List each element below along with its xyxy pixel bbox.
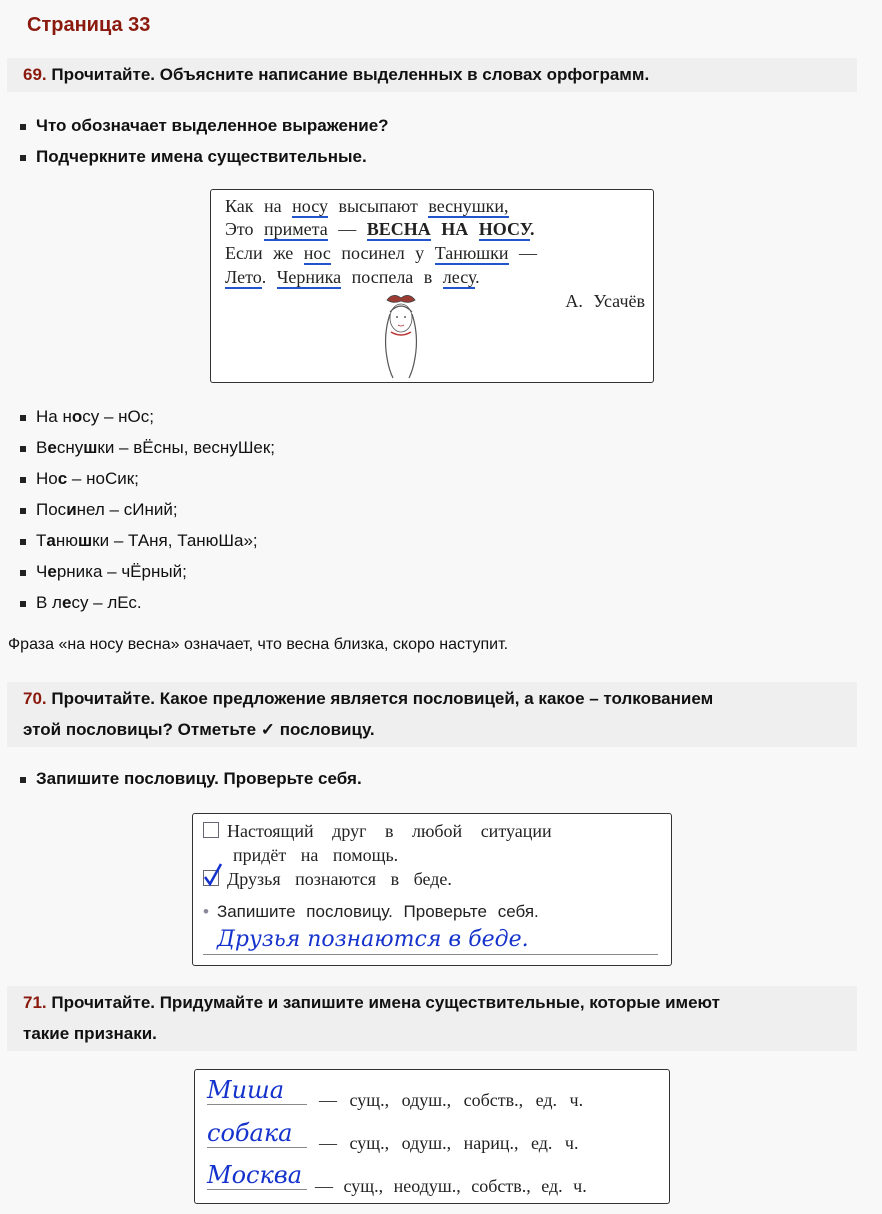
proverb-textbook-image: [192, 813, 672, 966]
question-item: Подчеркните имена существительные.: [18, 141, 389, 172]
poem-line: Это примета — ВЕСНА НА НОСУ.: [225, 219, 535, 239]
nouns-textbook-image: [194, 1069, 670, 1204]
task-text: Прочитайте. Какое предложение является пословицей, а какое – толкованием: [51, 689, 714, 708]
task-71-header: [7, 986, 857, 1051]
task-text: такие признаки.: [23, 1024, 157, 1043]
task-70-header: [7, 682, 857, 747]
girl-with-bow-illustration: [371, 290, 431, 380]
noun-features: — сущ., одуш., собств., ед. ч.: [319, 1090, 584, 1110]
writing-line: [203, 954, 658, 955]
poem-line: Лето. Черника поспела в лесу.: [225, 267, 480, 287]
poem-author: А. Усачёв: [565, 291, 645, 311]
handwritten-word: Миша: [207, 1076, 307, 1105]
answer-item: Нос – ноСик;: [18, 463, 275, 494]
task-text: Прочитайте. Придумайте и запишите имена существительные, которые имеют: [51, 993, 720, 1012]
question-item: Что обозначает выделенное выражение?: [18, 110, 389, 141]
task-69-answers: [18, 401, 275, 618]
answer-item: Танюшки – ТАня, ТанюШа»;: [18, 525, 275, 556]
instruction: • Запишите пословицу. Проверьте себя.: [203, 902, 539, 921]
option-text-cont: придёт на помощь.: [233, 845, 399, 865]
question-item: Запишите пословицу. Проверьте себя.: [18, 763, 362, 794]
page-title: Страница 33: [27, 14, 151, 36]
answer-item: Веснушки – вЁсны, веснуШек;: [18, 432, 275, 463]
poem-line: Если же нос посинел у Танюшки —: [225, 243, 538, 263]
noun-features: — сущ., одуш., нариц., ед. ч.: [319, 1133, 579, 1153]
task-69-header: [7, 58, 857, 92]
option-checked: Друзья познаются в беде.: [203, 869, 452, 890]
noun-features: — сущ., неодуш., собств., ед. ч.: [315, 1176, 587, 1196]
task-text: этой пословицы? Отметьте ✓ пословицу.: [23, 720, 375, 739]
handwritten-answer: Друзья познаются в беде.: [217, 927, 529, 952]
task-number: 69.: [23, 65, 47, 84]
answer-item: На носу – нОс;: [18, 401, 275, 432]
handwritten-word: Москва: [207, 1161, 307, 1190]
answer-item: В лесу – лЕс.: [18, 587, 275, 618]
handwritten-word: собака: [207, 1119, 307, 1148]
checkbox-checked-icon: [203, 870, 219, 886]
task-number: 71.: [23, 993, 47, 1012]
meaning-text: Фраза «на носу весна» означает, что весна близка, скоро наступит.: [8, 636, 509, 653]
option-unchecked: Настоящий друг в любой ситуации: [203, 821, 552, 842]
checkbox-empty-icon: [203, 822, 219, 838]
task-number: 70.: [23, 689, 47, 708]
task-text: Прочитайте. Объясните написание выделенных в словах орфограмм.: [51, 65, 650, 84]
answer-item: Черника – чЁрный;: [18, 556, 275, 587]
poem-textbook-image: [210, 189, 654, 383]
task-70-questions: [18, 763, 362, 794]
poem-line: Как на носу высыпают веснушки,: [225, 196, 509, 216]
answer-item: Посинел – сИний;: [18, 494, 275, 525]
task-69-questions: [18, 110, 389, 172]
